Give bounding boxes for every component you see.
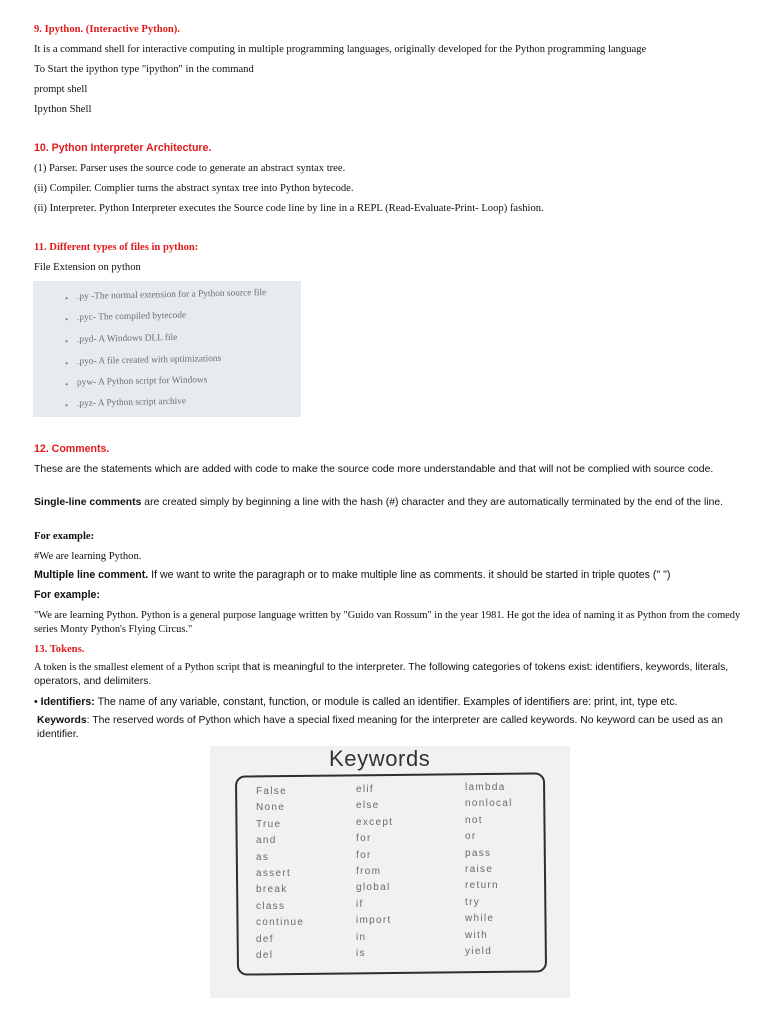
keyword-cell: import	[356, 915, 392, 927]
multiple-line-comment-term: Multiple line comment.	[34, 569, 149, 581]
identifiers-paragraph: • Identifiers: The name of any variable, constant, function, or module is called an identifier. Examples of identifiers are: print, int, type etc.	[34, 696, 678, 708]
keyword-cell: in	[356, 931, 367, 943]
keyword-cell: with	[465, 929, 488, 941]
keyword-cell: as	[256, 851, 270, 863]
extension-item: • .pyo- A file created with optimizations	[64, 353, 222, 369]
keyword-cell: None	[256, 802, 286, 814]
keyword-cell: not	[465, 814, 483, 826]
section-9-line-4: Ipython Shell	[34, 104, 92, 115]
keyword-cell: if	[356, 898, 364, 910]
keyword-cell: continue	[256, 917, 305, 929]
keyword-cell: break	[256, 884, 288, 896]
keyword-cell: elif	[356, 784, 374, 795]
keyword-cell: for	[356, 849, 372, 861]
keyword-cell: lambda	[465, 782, 506, 793]
section-12-heading: 12. Comments.	[34, 443, 110, 455]
section-10-heading: 10. Python Interpreter Architecture.	[34, 142, 212, 154]
keyword-cell: from	[356, 866, 382, 877]
keyword-cell: try	[465, 896, 481, 908]
keyword-cell: is	[356, 948, 366, 959]
keywords-paragraph	[37, 714, 744, 741]
section-13-heading: 13. Tokens.	[34, 644, 85, 655]
example-2-label: For example:	[34, 589, 100, 601]
keyword-cell: nonlocal	[465, 798, 513, 810]
keyword-cell: or	[465, 831, 477, 843]
extension-item: • .pyz- A Python script archive	[64, 396, 187, 411]
keyword-cell: while	[465, 913, 495, 925]
extension-item: • .py -The normal extension for a Python source file	[64, 288, 267, 304]
extension-item: • .pyd- A Windows DLL file	[64, 332, 178, 347]
keyword-cell: del	[256, 950, 274, 961]
section-10-line-3: (ii) Interpreter. Python Interpreter executes the Source code line by line in a REPL (Read-Evaluate-Print- Loop) fashion.	[34, 203, 544, 214]
section-9-line-3: prompt shell	[34, 84, 88, 95]
keyword-cell: for	[356, 833, 372, 845]
keyword-cell: global	[356, 882, 391, 894]
keyword-cell: False	[256, 786, 287, 797]
keywords-text: : The reserved words of Python which have a special fixed meaning for the interpreter are called keywords. No keyword can be used as an identifier.	[37, 715, 723, 740]
single-line-comments-text: are created simply by beginning a line with the hash (#) character and they are automatically terminated by the end of the line.	[141, 497, 724, 508]
keyword-cell: class	[256, 900, 286, 912]
section-11-intro: File Extension on python	[34, 262, 141, 273]
keyword-cell: assert	[256, 868, 292, 879]
keywords-term: Keywords	[37, 715, 87, 726]
file-extensions-image	[33, 281, 301, 417]
section-9-line-2: To Start the ipython type "ipython" in the command	[34, 64, 254, 75]
example-1-code: #We are learning Python.	[34, 551, 142, 562]
single-line-comments-term: Single-line comments	[34, 497, 142, 508]
identifiers-text: The name of any variable, constant, function, or module is called an identifier. Examples of identifiers are: print, int, type etc.	[94, 696, 678, 708]
keyword-cell: raise	[465, 864, 494, 875]
section-9-heading: 9. Ipython. (Interactive Python).	[34, 24, 180, 35]
example-2-text: "We are learning Python. Python is a general purpose language written by "Guido van Rossum" in the year 1981. He got the idea of naming it as Python from the comedy series Monty Python's Flying Circus."	[34, 610, 741, 635]
keyword-cell: def	[256, 933, 274, 945]
extension-item: • .pyc- The compiled bytecode	[64, 310, 187, 325]
comments-definition: These are the statements which are added with code to make the source code more understandable and that will not be complied with source code.	[34, 464, 714, 475]
keyword-cell: yield	[465, 946, 493, 957]
keyword-cell: return	[465, 880, 499, 892]
section-10-line-1: (1) Parser. Parser uses the source code to generate an abstract syntax tree.	[34, 163, 346, 174]
section-11-heading: 11. Different types of files in python:	[34, 242, 199, 253]
example-1-label: For example:	[34, 531, 95, 542]
multiple-line-comment-paragraph	[34, 569, 744, 582]
section-10-line-2: (ii) Compiler. Complier turns the abstract syntax tree into Python bytecode.	[34, 183, 354, 194]
keyword-cell: pass	[465, 847, 492, 859]
keywords-table-image	[210, 746, 570, 998]
keywords-title: Keywords	[329, 746, 431, 771]
single-line-comments-paragraph	[34, 496, 744, 510]
keyword-cell: else	[356, 800, 380, 812]
identifiers-term: Identifiers:	[40, 696, 95, 708]
section-9-line-1: It is a command shell for interactive computing in multiple programming languages, originally developed for the Python programming language	[34, 44, 647, 55]
keyword-cell: and	[256, 835, 277, 847]
token-definition: A token is the smallest element of a Python script that is meaningful to the interpreter. The following categories of tokens exist: identifiers, keywords, literals, operators, and delimiters.	[34, 662, 729, 687]
keyword-cell: True	[256, 818, 282, 830]
multiple-line-comment-text: If we want to write the paragraph or to make multiple line as comments. it should be started in triple quotes (" ")	[148, 569, 671, 581]
extension-item: • pyw- A Python script for Windows	[64, 375, 208, 390]
keyword-cell: except	[356, 816, 394, 828]
